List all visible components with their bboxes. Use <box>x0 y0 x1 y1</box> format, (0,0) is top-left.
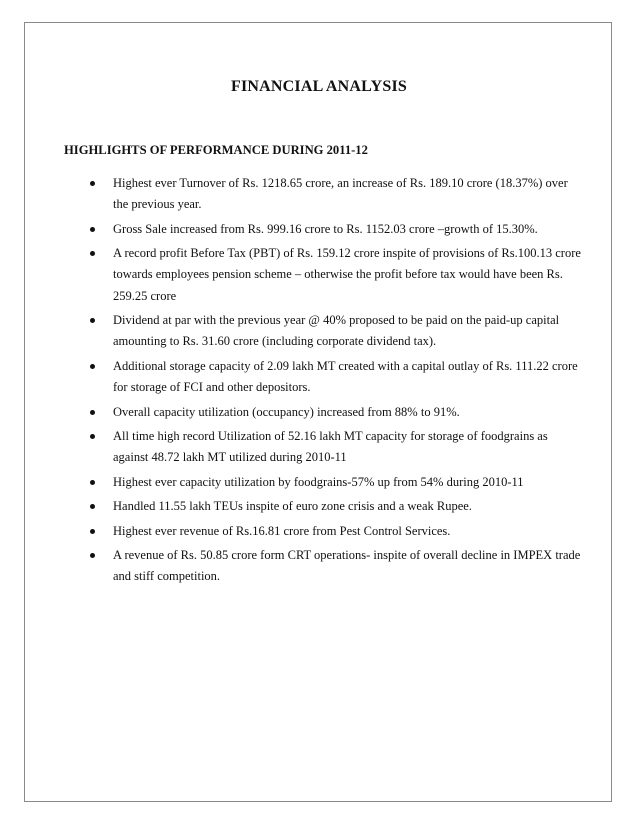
list-item-text: Highest ever revenue of Rs.16.81 crore from Pest Control Services. <box>113 523 451 538</box>
bullet-icon <box>90 318 95 323</box>
bullet-icon <box>90 529 95 534</box>
bullet-icon <box>90 227 95 232</box>
list-item-text: Highest ever capacity utilization by foodgrains-57% up from 54% during 2010-11 <box>113 474 524 489</box>
list-item-text: Additional storage capacity of 2.09 lakh MT created with a capital outlay of Rs. 111.22 crore for storage of FCI and other depositors. <box>113 358 578 395</box>
list-item <box>64 173 584 215</box>
list-item <box>64 219 584 240</box>
bullet-icon <box>90 364 95 369</box>
list-item-text: Dividend at par with the previous year @ 40% proposed to be paid on the paid-up capital amounting to Rs. 31.60 crore (including corporate dividend tax). <box>113 313 560 349</box>
bullet-icon <box>90 480 95 485</box>
list-item-text: A revenue of Rs. 50.85 crore form CRT operations- inspite of overall decline in IMPEX trade and stiff competition. <box>113 548 581 584</box>
list-item-text: Handled 11.55 lakh TEUs inspite of euro zone crisis and a weak Rupee. <box>113 499 472 514</box>
bullet-icon <box>90 410 95 415</box>
list-item <box>64 521 584 542</box>
section-heading: HIGHLIGHTS OF PERFORMANCE DURING 2011-12 <box>64 143 368 157</box>
list-item <box>64 243 584 307</box>
list-item-text: A record profit Before Tax (PBT) of Rs. 159.12 crore inspite of provisions of Rs.100.13 crore towards employees pension scheme – otherwise the profit before tax would have been Rs. 259.25 crore <box>113 246 581 303</box>
bullet-icon <box>90 251 95 256</box>
bullet-icon <box>90 181 95 186</box>
list-item <box>64 496 584 517</box>
bullet-icon <box>90 504 95 509</box>
list-item <box>64 426 584 468</box>
list-item-text: Highest ever Turnover of Rs. 1218.65 crore, an increase of Rs. 189.10 crore (18.37%) over the previous year. <box>113 176 568 212</box>
list-item <box>64 472 584 493</box>
highlights-list <box>64 173 584 591</box>
list-item-text: Gross Sale increased from Rs. 999.16 crore to Rs. 1152.03 crore –growth of 15.30%. <box>113 221 538 236</box>
list-item <box>64 402 584 423</box>
list-item <box>64 356 584 398</box>
bullet-icon <box>90 553 95 558</box>
page-title: FINANCIAL ANALYSIS <box>231 78 407 95</box>
bullet-icon <box>90 434 95 439</box>
list-item-text: All time high record Utilization of 52.16 lakh MT capacity for storage of foodgrains as against 48.72 lakh MT utilized during 2010-11 <box>113 429 548 465</box>
list-item <box>64 310 584 352</box>
list-item <box>64 545 584 587</box>
list-item-text: Overall capacity utilization (occupancy) increased from 88% to 91%. <box>113 404 460 419</box>
